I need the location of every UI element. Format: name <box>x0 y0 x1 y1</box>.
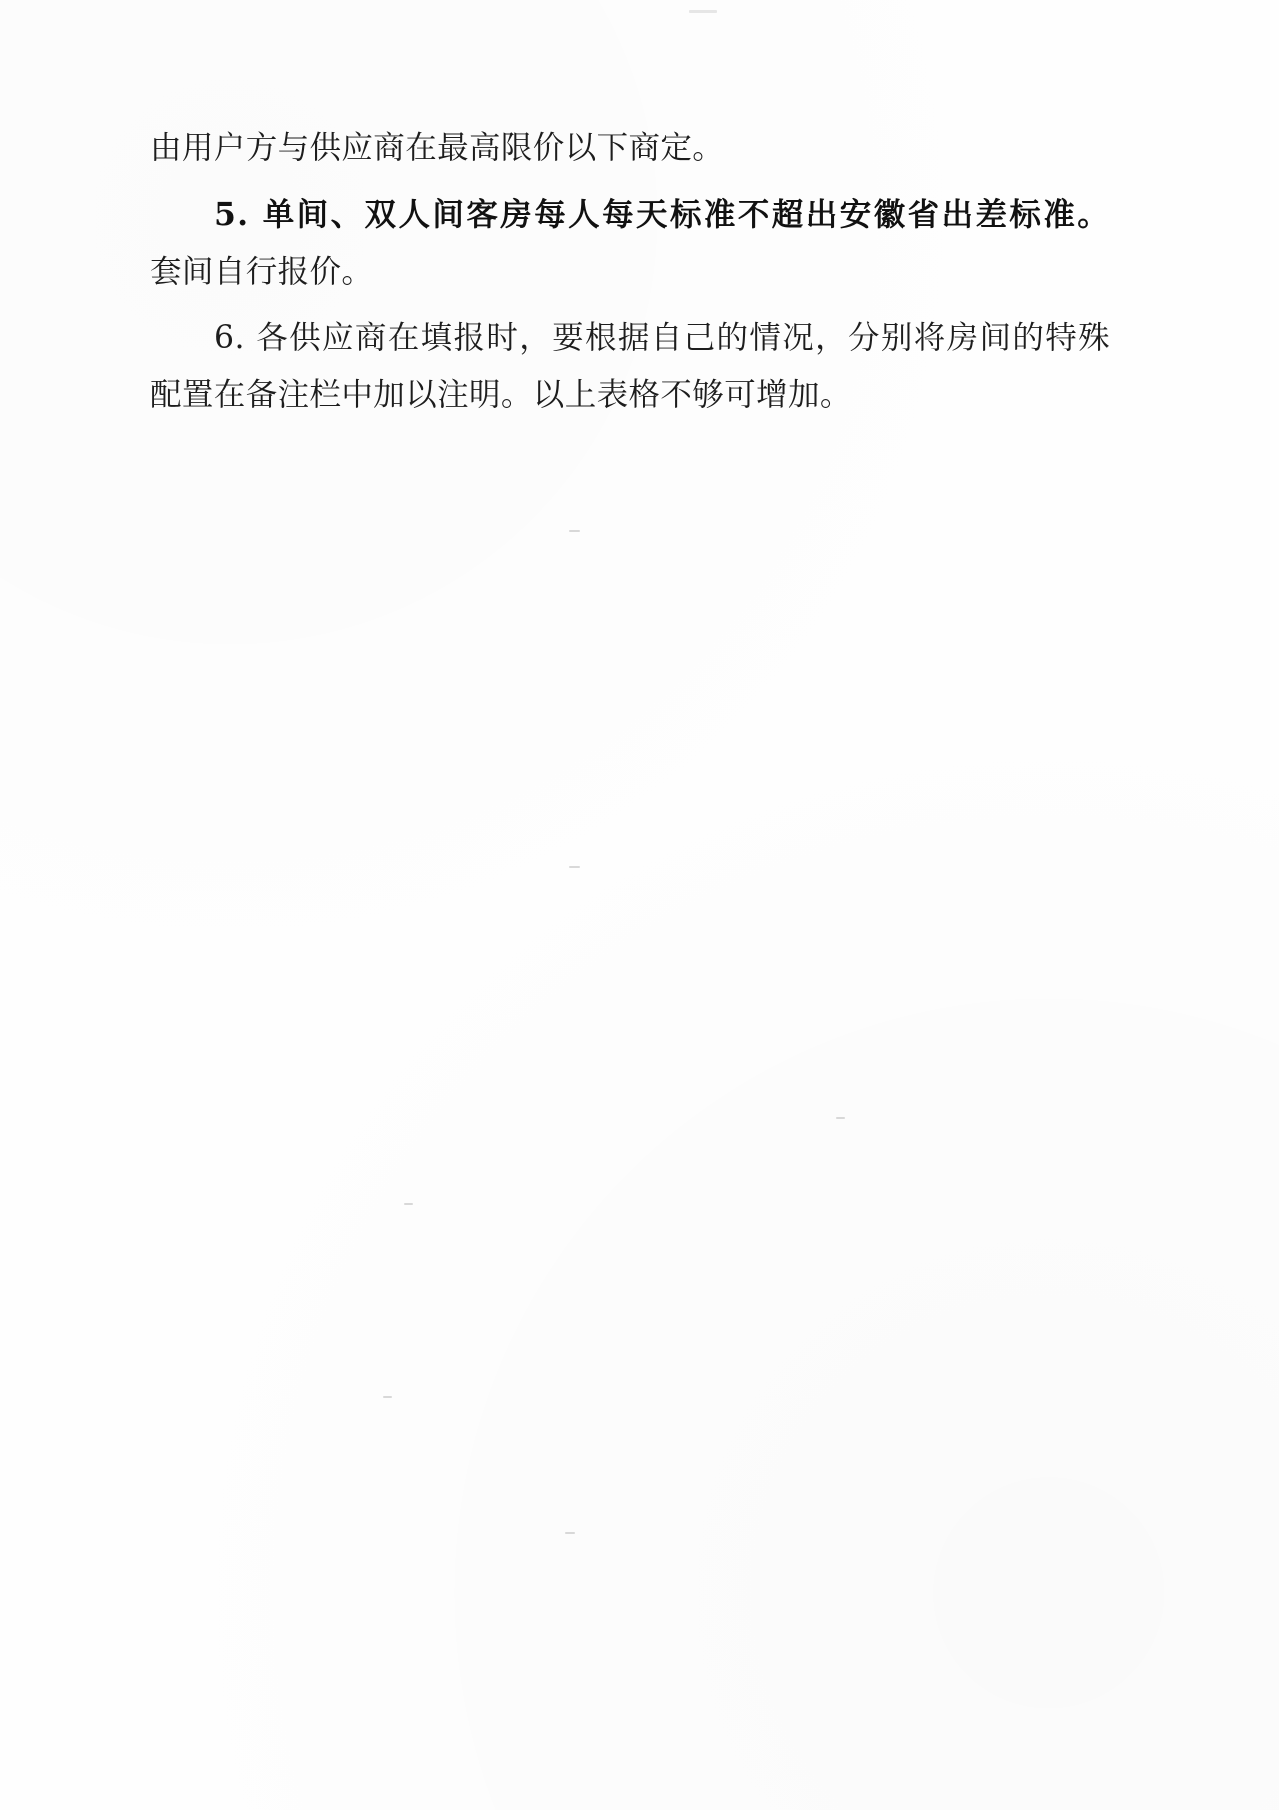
paragraph-continuation-text: 由用户方与供应商在最高限价以下商定。 <box>150 130 725 166</box>
scan-speck <box>836 1117 845 1119</box>
paragraph-continuation <box>150 120 1110 177</box>
scan-speck <box>689 10 717 13</box>
item-5-bold-tail: 准。 <box>1043 196 1110 233</box>
item-5-bold-text: 5. 单间、双人间客房每人每天标准不超出安徽省出差标 <box>214 196 1044 233</box>
scan-speck <box>569 530 580 532</box>
paragraph-item-5 <box>150 186 1110 301</box>
scan-speck <box>565 1532 575 1534</box>
paragraph-item-6 <box>150 310 1110 424</box>
scan-speck <box>383 1396 392 1398</box>
item-6-text: 6. 各供应商在填报时，要根据自己的情况，分别将房间的特殊配置在备注栏中加以注明。以上表格不够可增加。 <box>150 320 1110 413</box>
document-body <box>150 120 1110 433</box>
scan-speck <box>569 866 580 868</box>
item-5-normal-text: 套间自行报价。 <box>150 254 374 290</box>
scan-speck <box>404 1203 413 1205</box>
